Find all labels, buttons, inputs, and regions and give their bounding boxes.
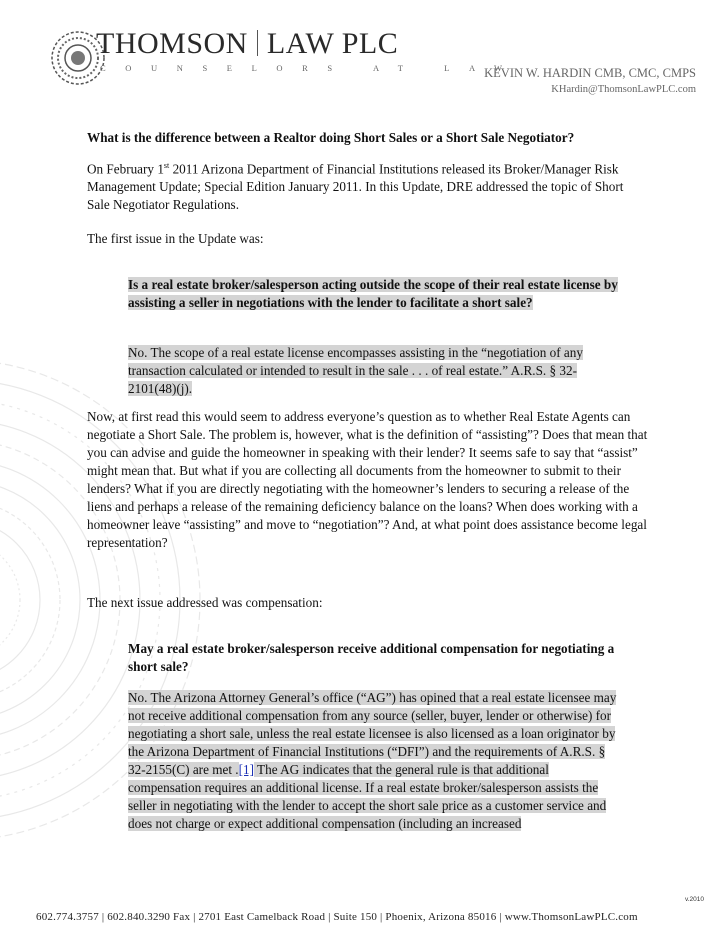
- answer-two: [128, 689, 620, 833]
- next-issue-paragraph: The next issue addressed was compensation:: [87, 595, 323, 610]
- question-two: May a real estate broker/salesperson receive additional compensation for negotiating a short sale?: [128, 641, 615, 674]
- agent-name: KEVIN W. HARDIN CMB, CMC, CMPS: [484, 66, 696, 80]
- version-label: v.2010: [684, 896, 704, 903]
- answer-two-pre: No. The Arizona Attorney General’s office (“AG”) has opined that a real estate licensee may not receive additional compensation from any source (seller, buyer, lender or otherwise) for negotiating a short sale, unless the real estate licensee is also licensed as a loan originator by the Arizona Department of Financial Institutions (“DFI”) and the requirements of A.R.S. § 32-2155(C) are met .: [128, 690, 617, 777]
- intro-sup: st: [163, 161, 170, 170]
- answer-two-post: The AG indicates that the general rule is that additional compensation requires an additional license. If a real estate broker/salesperson assists the seller in negotiating with the lender to accept the short sale price as a customer service and does not charge or expect additional compensation (including an increased: [128, 762, 607, 831]
- document-title: What is the difference between a Realtor doing Short Sales or a Short Sale Negotiator?: [87, 130, 575, 145]
- first-issue-paragraph: The first issue in the Update was:: [87, 231, 264, 246]
- question-one: [128, 276, 620, 312]
- footer-contact-bar: 602.774.3757 | 602.840.3290 Fax | 2701 East Camelback Road | Suite 150 | Phoenix, Arizona 85016 | www.ThomsonLawPLC.com: [36, 911, 638, 923]
- brand-name: THOMSON: [96, 27, 248, 60]
- firm-tagline: COUNSELORS AT LAW: [100, 63, 522, 73]
- brand-divider: [257, 30, 258, 56]
- brand-suffix: LAW PLC: [266, 27, 399, 60]
- answer-one: [128, 344, 620, 398]
- answer-one-text: No. The scope of a real estate license encompasses assisting in the “negotiation of any transaction calculated or intended to result in the sale . . . of real estate.” A.R.S. § 32-2101(48)(j).: [128, 345, 583, 396]
- question-one-text: Is a real estate broker/salesperson acting outside the scope of their real estate license by assisting a seller in negotiations with the lender to facilitate a short sale?: [128, 277, 618, 310]
- discussion-paragraph: Now, at first read this would seem to address everyone’s question as to whether Real Estate Agents can negotiate a Short Sale. The problem is, however, what is the definition of “assisting”? Does that mean that you can advise and guide the homeowner in speaking with their lender? It seems safe to say that “assist” might mean that. But what if you are collecting all documents from the homeowner to submit to their lenders? What if you are directly negotiating with the homeowner’s lenders to securing a release of the liens and perhaps a release of the remaining deficiency balance on the loans? When does working with a homeowner leave “assisting” and move to “negotiation”? And, at what point does assistance become legal representation?: [87, 409, 648, 550]
- agent-email[interactable]: KHardin@ThomsonLawPLC.com: [551, 84, 696, 95]
- intro-paragraph: [87, 157, 649, 214]
- brand-wordmark: [96, 27, 398, 61]
- intro-post: 2011 Arizona Department of Financial Institutions released its Broker/Manager Risk Management Update; Special Edition January 2011. In this Update, DRE addressed the topic of Short Sale Negotiator Regulations.: [87, 161, 624, 213]
- footnote-link[interactable]: [1]: [238, 762, 254, 777]
- intro-pre: On February 1: [87, 161, 164, 177]
